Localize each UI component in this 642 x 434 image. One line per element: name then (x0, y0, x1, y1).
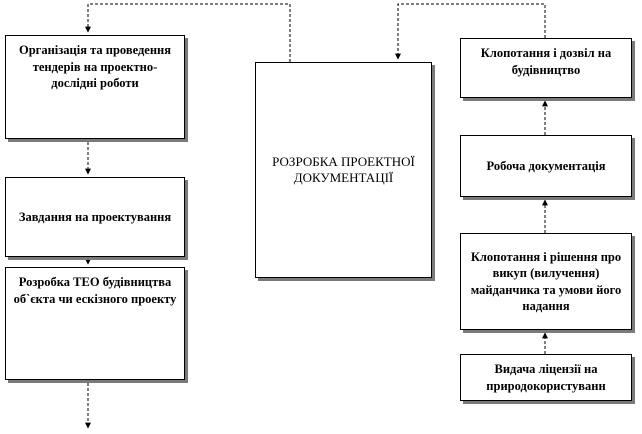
box-working-documentation-text: Робоча документація (486, 158, 606, 173)
box-site-acquisition (460, 233, 632, 330)
box-working-documentation (460, 135, 632, 197)
box-tender-organization (5, 35, 185, 139)
box-design-task (5, 177, 185, 257)
box-design-task-text: Завдання на проектування (18, 209, 172, 224)
box-project-documentation-text: РОЗРОБКА ПРОЕКТНОЇ ДОКУМЕНТАЦІЇ (272, 153, 415, 185)
box-construction-permit (460, 38, 632, 98)
box-construction-permit-text: Клопотання і дозвіл на будівництво (480, 46, 612, 77)
box-tender-organization-text: Організація та проведення тендерів на проектно-дослідні роботи (18, 43, 172, 90)
box-project-documentation (255, 62, 432, 278)
box-license-issuance-text: Видача ліцензії на природокористуванн (486, 362, 606, 393)
box-license-issuance (460, 354, 632, 401)
box-feasibility-study (5, 267, 185, 380)
box-site-acquisition-text: Клопотання і рішення про викуп (вилучення) майданчика та умови його надання (470, 249, 622, 313)
box-feasibility-study-text: Розробка ТЕО будівництва об`єкта чи ескізного проекту (13, 275, 177, 306)
